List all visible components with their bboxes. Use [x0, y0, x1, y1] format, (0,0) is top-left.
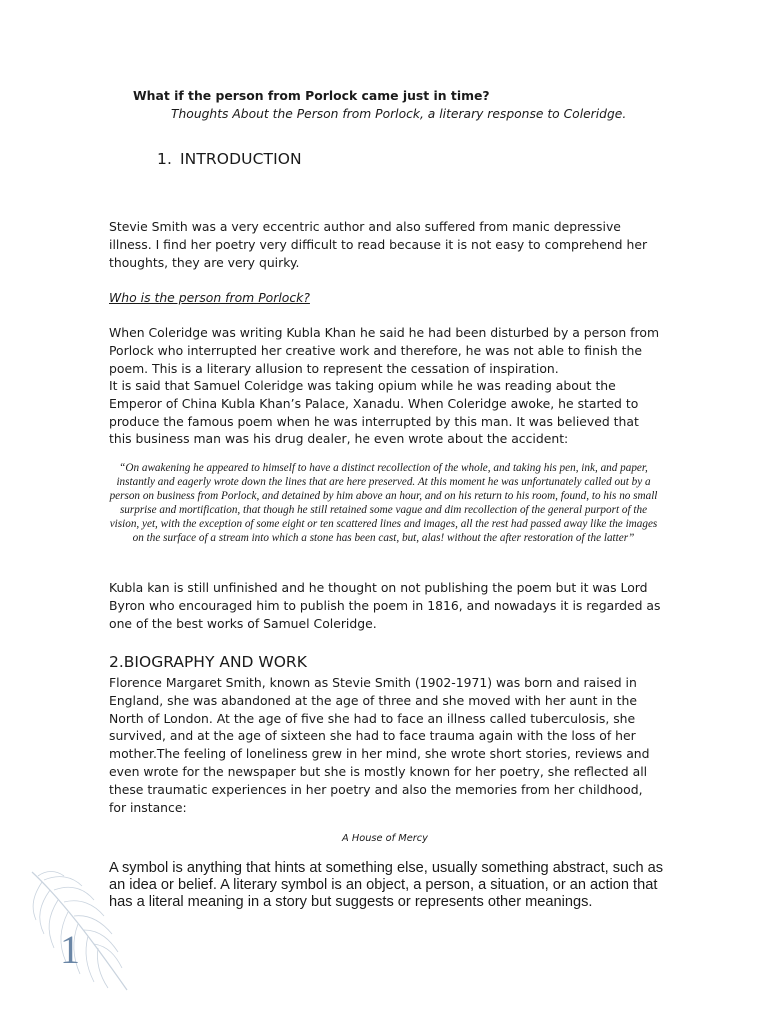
section-title: INTRODUCTION — [180, 150, 302, 168]
paragraph-2: When Coleridge was writing Kubla Khan he said he had been disturbed by a person from Porlock who interrupted her creative work and therefore, he was not able to finish the poem. This is a literary allusion to represent the cessation of inspiration. — [109, 325, 660, 376]
paragraph-6: A symbol is anything that hints at something else, usually something abstract, such as an idea or belief. A literary symbol is an object, a person, a situation, or an action that has a literal meaning in a story but suggests or represents other meanings. — [109, 860, 664, 910]
section-heading-introduction — [157, 149, 302, 169]
paragraph-3: It is said that Samuel Coleridge was taking opium while he was reading about the Emperor of China Kubla Khan’s Palace, Xanadu. When Coleridge awoke, he started to produce the famous poem when he was interrupted by this man. It was believed that this business man was his drug dealer, he even wrote about the accident: — [109, 378, 639, 447]
section-number: 1. — [157, 150, 172, 168]
document-subtitle: Thoughts About the Person from Porlock, a literary response to Coleridge. — [171, 107, 627, 121]
section-heading-biography: 2.BIOGRAPHY AND WORK — [109, 653, 307, 671]
intro-paragraph: Stevie Smith was a very eccentric author and also suffered from manic depressive illness. I find her poetry very difficult to read because it is not easy to comprehend her thoughts, they are very quirky. — [109, 219, 648, 270]
document-title: What if the person from Porlock came just in time? — [133, 88, 490, 103]
paragraph-5: Florence Margaret Smith, known as Stevie Smith (1902-1971) was born and raised in England, she was abandoned at the age of three and she moved with her aunt in the North of London. At the age of five she had to face an illness called tuberculosis, she survived, and at the age of sixteen she had to face trauma again with the loss of her mother.The feeling of loneliness grew in her mind, she wrote short stories, reviews and even wrote for the newspaper but she is mostly known for her poetry, she reflected all these traumatic experiences in her poetry and also the memories from her childhood, for instance: — [109, 675, 650, 815]
porlock-subheading: Who is the person from Porlock? — [109, 290, 310, 305]
paragraph-4: Kubla kan is still unfinished and he thought on not publishing the poem but it was Lord Byron who encouraged him to publish the poem in 1816, and nowadays it is regarded as one of the best works of Samuel Coleridge. — [109, 580, 661, 631]
poem-title: A House of Mercy — [342, 833, 428, 844]
coleridge-quote: “On awakening he appeared to himself to have a distinct recollection of the whole, and taking his pen, ink, and paper, instantly and eagerly wrote down the lines that are here preserved. At this moment he was unfortunately called out by a person on business from Porlock, and detained by him above an hour, and on his return to his room, found, to his no small surprise and mortification, that though he still retained some vague and dim recollection of the general purport of the vision, yet, with the exception of some eight or ten scattered lines and images, all the rest had passed away like the images on the surface of a stream into which a stone has been cast, but, alas! without the after restoration of the latter” — [109, 462, 658, 545]
feather-icon — [22, 860, 142, 1000]
page-number: 1 — [60, 927, 80, 972]
